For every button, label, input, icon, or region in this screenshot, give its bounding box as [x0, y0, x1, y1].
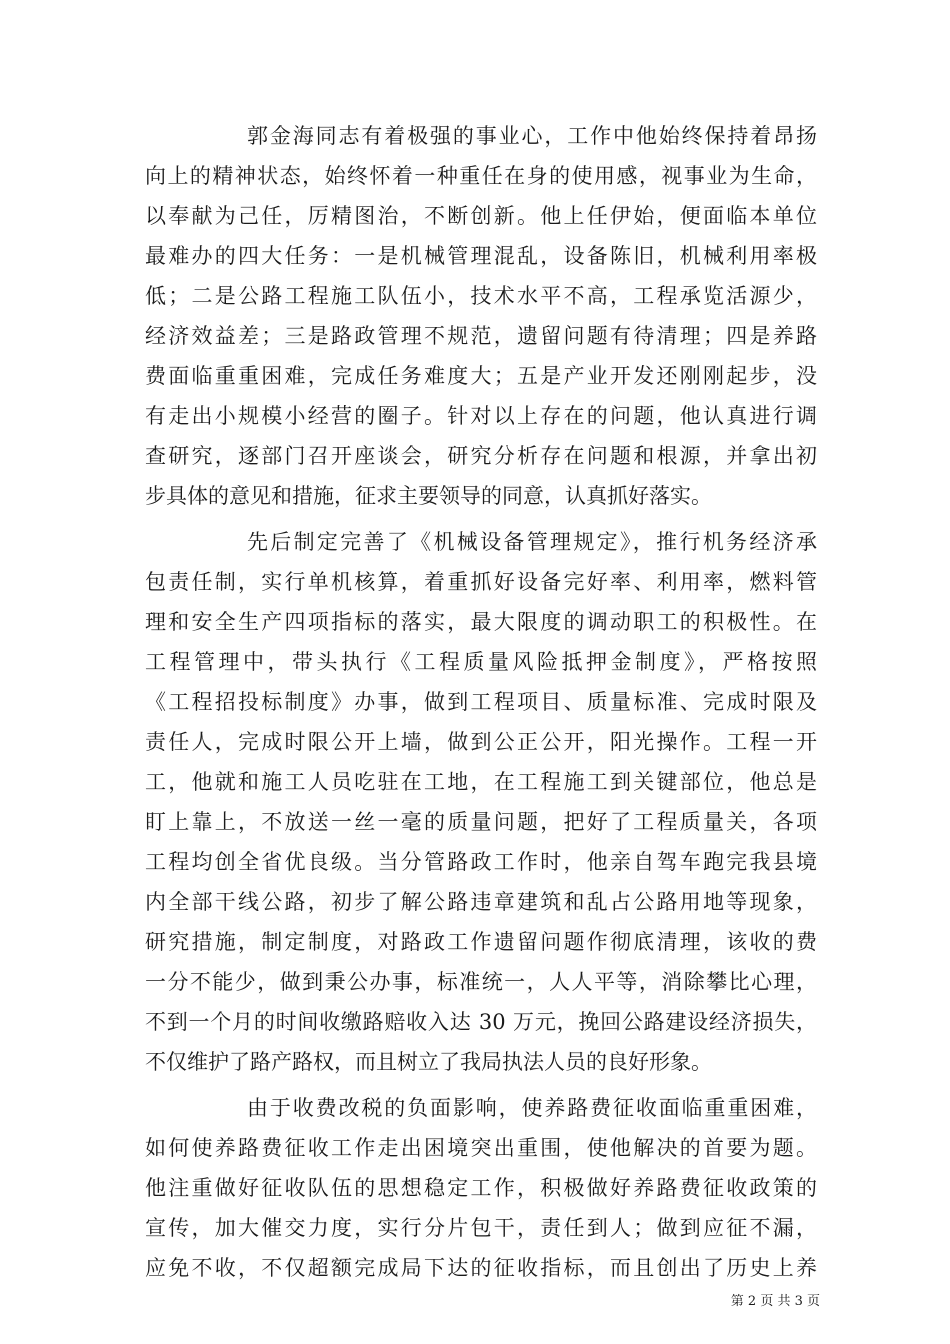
text-line: 《工程招投标制度》办事，做到工程项目、质量标准、完成时限及	[145, 690, 817, 714]
text-line: 宣传，加大催交力度，实行分片包干，责任到人；做到应征不漏，	[145, 1216, 817, 1240]
text-line: 低；二是公路工程施工队伍小，技术水平不高，工程承览活源少，	[145, 284, 817, 308]
text-line: 工，他就和施工人员吃驻在工地，在工程施工到关键部位，他总是	[145, 770, 817, 794]
text-line: 经济效益差；三是路政管理不规范，遗留问题有待清理；四是养路	[145, 324, 817, 348]
text-line: 研究措施，制定制度，对路政工作遗留问题作彻底清理，该收的费	[145, 930, 817, 954]
text-line: 先后制定完善了《机械设备管理规定》，推行机务经济承	[247, 530, 817, 554]
text-line: 不到一个月的时间收缴路赔收入达 30 万元，挽回公路建设经济损失，	[145, 1010, 817, 1034]
text-line: 最难办的四大任务：一是机械管理混乱，设备陈旧，机械利用率极	[145, 244, 817, 268]
text-line: 如何使养路费征收工作走出困境突出重围，使他解决的首要为题。	[145, 1136, 817, 1160]
text-line: 责任人，完成时限公开上墙，做到公正公开，阳光操作。工程一开	[145, 730, 817, 754]
text-line: 工程管理中，带头执行《工程质量风险抵押金制度》，严格按照	[145, 650, 817, 674]
text-line: 一分不能少，做到秉公办事，标准统一，人人平等，消除攀比心理，	[145, 970, 817, 994]
text-line: 包责任制，实行单机核算，着重抓好设备完好率、利用率，燃料管	[145, 570, 817, 594]
page-number-footer: 第 2 页 共 3 页	[730, 1294, 820, 1309]
text-line: 步具体的意见和措施，征求主要领导的同意，认真抓好落实。	[145, 484, 712, 508]
text-line: 不仅维护了路产路权，而且树立了我局执法人员的良好形象。	[145, 1050, 712, 1074]
text-line: 理和安全生产四项指标的落实，最大限度的调动职工的积极性。在	[145, 610, 817, 634]
text-line: 盯上靠上，不放送一丝一毫的质量问题，把好了工程质量关，各项	[145, 810, 817, 834]
text-line: 郭金海同志有着极强的事业心，工作中他始终保持着昂扬	[247, 124, 817, 148]
text-line: 以奉献为己任，厉精图治，不断创新。他上任伊始，便面临本单位	[145, 204, 817, 228]
text-line: 应免不收，不仅超额完成局下达的征收指标，而且创出了历史上养	[145, 1256, 817, 1280]
text-line: 向上的精神状态，始终怀着一种重任在身的使用感，视事业为生命，	[145, 164, 817, 188]
text-line: 内全部干线公路，初步了解公路违章建筑和乱占公路用地等现象，	[145, 890, 817, 914]
text-line: 他注重做好征收队伍的思想稳定工作，积极做好养路费征收政策的	[145, 1176, 817, 1200]
text-line: 查研究，逐部门召开座谈会，研究分析存在问题和根源，并拿出初	[145, 444, 817, 468]
text-line: 工程均创全省优良级。当分管路政工作时，他亲自驾车跑完我县境	[145, 850, 817, 874]
text-line: 由于收费改税的负面影响，使养路费征收面临重重困难，	[247, 1096, 817, 1120]
text-line: 有走出小规模小经营的圈子。针对以上存在的问题，他认真进行调	[145, 404, 817, 428]
text-line: 费面临重重困难，完成任务难度大；五是产业开发还刚刚起步，没	[145, 364, 817, 388]
